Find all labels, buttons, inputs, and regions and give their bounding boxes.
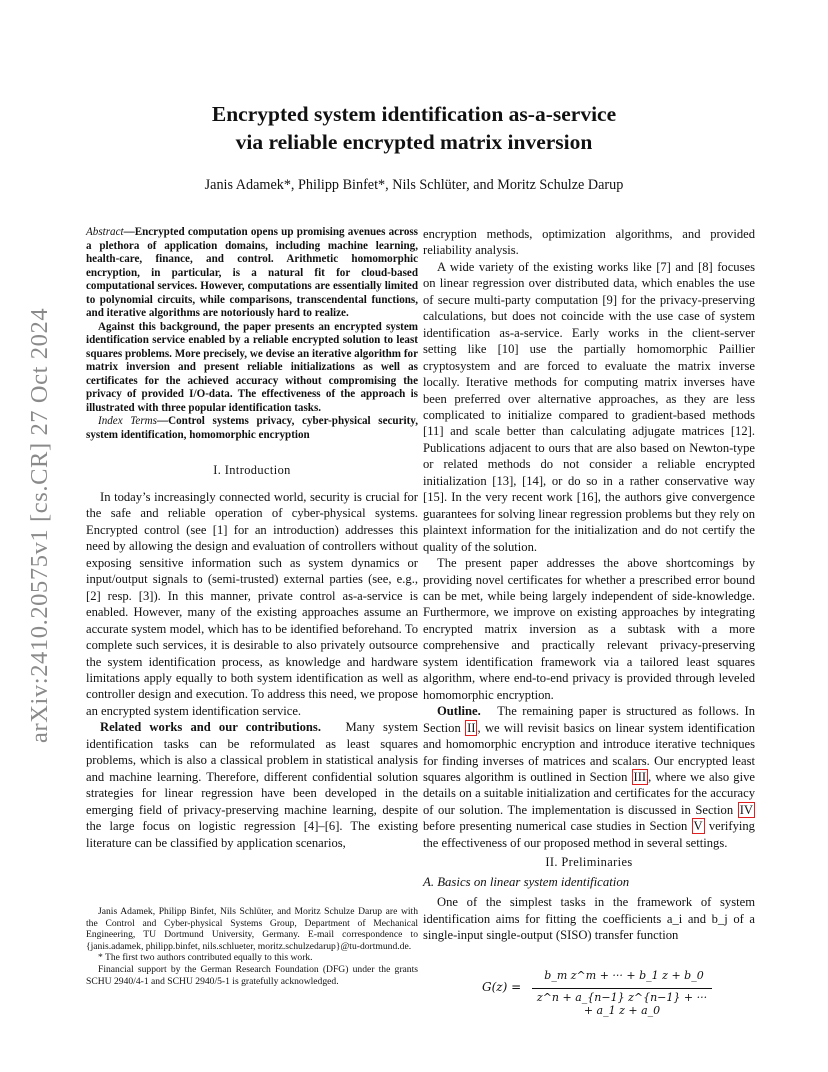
section-heading-preliminaries: II. Preliminaries (545, 855, 633, 870)
title-line-1: Encrypted system identification as-a-service (211, 102, 617, 126)
right-column (423, 226, 755, 944)
section-heading-introduction: I. Introduction (213, 463, 291, 477)
abstract-text-1: Encrypted computation opens up promising avenues across a plethora of application domains, including machine learning, health-care, finance, and control. Arithmetic homomorphic encryption, in particular, is a natural fit for cloud-based computational services. However, computations are essentially limited to polynomial circuits, while comparisons, transcendental functions, and iterative algorithms are notoriously hard to realize. (86, 226, 418, 319)
section-link-v[interactable]: V (693, 819, 703, 834)
section-link-ii[interactable]: II (467, 720, 476, 735)
related-works-lead: Related works and our contributions. (100, 720, 321, 735)
abstract-dash: — (123, 226, 135, 238)
paper-title (120, 100, 708, 156)
index-terms (86, 415, 418, 442)
related-works-text: Many system identification tasks can be reformulated as least squares problems, which is also a classical problem in statistical analysis and machine learning. Therefore, different confidential solution strategies for linear regression have been developed in the emerging field of privacy-preserving machine learning, despite the large focus on logistic regression [4]–[6]. The existing literature can be classified by application scenarios, (86, 720, 418, 850)
intro-paragraph-1: In today’s increasingly connected world, security is crucial for the safe and reliable operation of cyber-physical systems. Encrypted control (see [1] for an introduction) addresses this need by allowing the design and evaluation of controllers without exposing sensitive information such as system dynamics or input/output signals to (semi-trusted) external parties (see, e.g., [2] resp. [3]). In this manner, private control as-a-service is enabled. However, many of the existing approaches assume an accurate system model, which has to be identified beforehand. To complete such services, it is desirable to also privately outsource the system identification process, as knowledge and hardware limitations apply equally to both system identification as well as controller design and execution. To address this need, we propose an encrypted system identification service. (86, 490, 418, 718)
footnote-affiliation: Janis Adamek, Philipp Binfet, Nils Schlüter, and Moritz Schulze Darup are with the Control and Cyber-physical Systems Group, Department of Mechanical Engineering, TU Dortmund University, Germany. E-mail correspondence to {janis.adamek, philipp.binfet, nils.schlueter, moritz.schulzedarup}@tu-dortmund.de. (86, 906, 418, 952)
equation-lhs: G(z) = (482, 980, 522, 994)
arxiv-identifier-stamp: arXiv:2410.20575v1 [cs.CR] 27 Oct 2024 (26, 307, 53, 743)
outline-text-e: verifying the effectiveness of our proposed method in several settings. (423, 819, 755, 850)
footnote-equal-contribution: * The first two authors contributed equally to this work. (98, 952, 313, 964)
abstract-paragraph-2: Against this background, the paper presents an encrypted system identification service enabled by a reliable encrypted solution to least squares problems. More precisely, we devise an iterative algorithm for matrix inversion and present reliable initializations as well as certificates for the achieved accuracy without compromising the privacy of provided I/O-data. The effectiveness of the approach is illustrated with three popular identification tasks. (86, 320, 418, 414)
abstract-label: Abstract (86, 226, 124, 238)
footnote-funding: Financial support by the German Research Foundation (DFG) under the grants SCHU 2940/4-1 and SCHU 2940/5-1 is gratefully acknowledged. (86, 963, 418, 987)
index-terms-label: Index Terms (98, 415, 157, 427)
continued-paragraph: encryption methods, optimization algorithms, and provided reliability analysis. (423, 227, 755, 258)
outline-text-b: , we will revisit basics on linear system identification and homomorphic encryption and introduce iterative techniques for finding inverses of matrices and scalars. Our encrypted least squares algorithm is outlined in Section (423, 720, 755, 784)
right-column-body (423, 226, 755, 851)
intro-paragraph-2 (86, 719, 418, 851)
contribution-paragraph: The present paper addresses the above shortcomings by providing novel certificates for whether a prescribed error bound can be met, while being largely independent of side-knowledge. Furthermore, we improve on existing approaches by integrating encrypted matrix inversion as a subtask with a more comprehensive and practically relevant privacy-preserving system identification framework via a tailored least squares algorithm, where end-to-end privacy is provided through leveled homomorphic encryption. (423, 556, 755, 702)
title-line-2: via reliable encrypted matrix inversion (235, 130, 593, 154)
transfer-function-equation (482, 969, 712, 1017)
preliminaries-paragraph: One of the simplest tasks in the framework of system identification aims for fitting the coefficients a_i and b_j of a single-input single-output (SISO) transfer function (423, 895, 755, 943)
introduction-body (86, 489, 418, 851)
related-works-paragraph: A wide variety of the existing works like [7] and [8] focuses on linear regression over distributed data, which enables the use of secure multi-party computation [9] for the privacy-preserving calculations, but does not coincide with the use case of system identification as-a-service. Early works in the client-server setting like [10] use the partially homomorphic Paillier cryptosystem and are forced to evaluate the matrix inverse locally. Iterative methods for computing matrix inverses have been preferred over alternative approaches, as they are less complicated to initialize compared to gradient-based methods [11] and scale better than calculating adjugate matrices [12]. Publications adjacent to ours that are also based on Newton-type or related methods do not consider a reliable encrypted initialization [13], [14], or do so in a rather conservative way [15]. In the very recent work [16], the authors give convergence guarantees for solving linear regression problems but they rely on plaintext information for the initialization and do not certify the quality of the solution. (423, 259, 755, 554)
subsection-heading-basics: A. Basics on linear system identification (423, 875, 630, 890)
section-link-iii[interactable]: III (633, 769, 647, 784)
index-terms-text: Control systems privacy, cyber-physical security, system identification, homomorphic encryption (86, 415, 419, 441)
fraction-bar (532, 988, 712, 989)
outline-text-c: , where we also give details on a suitable initialization and certificates for the accuracy of our solution. The implementation is discussed in Section (423, 769, 755, 817)
index-terms-dash: — (157, 415, 169, 427)
footnotes (86, 906, 418, 987)
outline-paragraph (423, 703, 755, 851)
abstract (86, 226, 418, 442)
abstract-paragraph-1 (86, 226, 418, 321)
equation-numerator: b_m z^m + ··· + b_1 z + b_0 (544, 969, 704, 982)
preliminaries-body (423, 894, 755, 943)
author-list: Janis Adamek*, Philipp Binfet*, Nils Schlüter, and Moritz Schulze Darup (204, 177, 624, 193)
outline-lead: Outline. (437, 704, 481, 719)
outline-text-d: before presenting numerical case studies in Section (423, 819, 688, 834)
outline-text-a: The remaining paper is structured as follows. In Section (423, 704, 755, 735)
equation-denominator: z^n + a_{n−1} z^{n−1} + ··· + a_1 z + a_0 (536, 991, 708, 1017)
left-column (86, 226, 418, 851)
section-link-iv[interactable]: IV (739, 802, 753, 817)
